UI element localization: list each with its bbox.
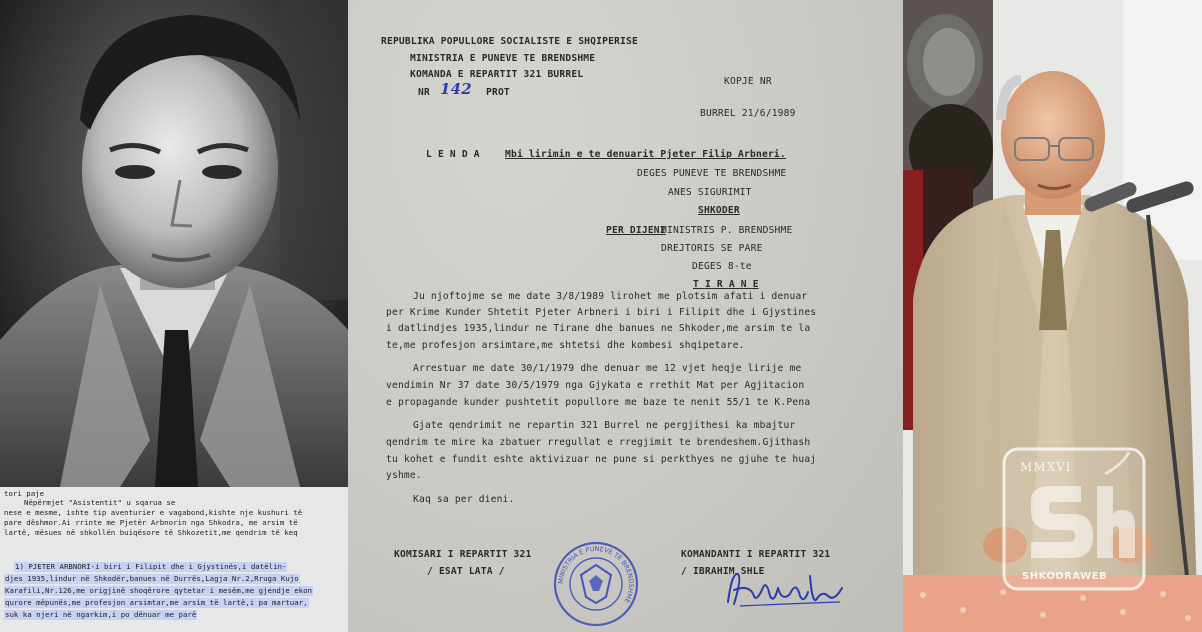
body-line: i datlindjes 1935,lindur ne Tirane dhe banues ne Shkoder,me arsim te la [386, 323, 811, 334]
clipping-line-highlighted: suk ka njeri në ngarkim,i po dënuar me parë [5, 610, 197, 619]
clipping-line: lartë, mësues në shkollën buiqësore të Shkozetit,me qendrim të keq [4, 528, 298, 537]
watermark-year: MMXVI [1020, 460, 1072, 474]
body-line: qendrim te mire ka zbatuer rregullat e rregjimit te brendeshem.Gjithash [386, 437, 811, 448]
header-command: KOMANDA E REPARTIT 321 BURREL [410, 69, 584, 80]
body-line: Gjate qendrimit ne repartin 321 Burrel ne pergjithesi ka mbajtur [413, 420, 796, 431]
cc-line: DEGES 8-te [692, 261, 752, 272]
prot-label: PROT [486, 87, 510, 98]
right-signatory-title: KOMANDANTI I REPARTIT 321 [681, 549, 831, 560]
header-republic: REPUBLIKA POPULLORE SOCIALISTE E SHQIPERISE [381, 36, 638, 47]
body-line: te,me profesjon arsimtare,me shtetsi dhe kombesi shqipetare. [386, 340, 745, 351]
nr-handwritten-value: 142 [440, 80, 472, 98]
recipient-city: SHKODER [698, 205, 740, 216]
cc-line: DREJTORIS SE PARE [661, 243, 763, 254]
clipping-line: nese e mesme, ishte tip aventurier e vagabond,kishte nje kushuri të [4, 508, 303, 517]
document-panel [348, 0, 903, 632]
clipping-line: pare dëshmor.Ai rrinte me Pjetër Arbnorin nga Shkodra, me arsim të [4, 518, 298, 527]
left-signatory-title: KOMISARI I REPARTIT 321 [394, 549, 532, 560]
typed-document-clipping [0, 487, 348, 632]
left-signatory-name: / ESAT LATA / [427, 566, 505, 577]
subject-label: L E N D A [426, 149, 480, 160]
right-signatory-name: / IBRAHIM SHLE [681, 566, 765, 577]
kopje-label: KOPJE NR [724, 76, 772, 87]
left-panel [0, 0, 348, 632]
body-line: per Krime Kunder Shtetit Pjeter Arbneri i biri i Filipit dhe i Gjystines [386, 307, 817, 318]
watermark-brand: SHKODRAWEB [1022, 571, 1108, 582]
body-line: tu kohet e fundit eshte aktivizuar ne pune si perkthyes ne gjuhe te huaj [386, 454, 817, 465]
clipping-line: tori paje [4, 489, 45, 498]
closing-line: Kaq sa per dieni. [413, 494, 515, 505]
stamp-text: MINISTRIA E PUNEVE TE BRENDSHME [556, 544, 636, 605]
recipient-line: ANES SIGURIMIT [668, 187, 752, 198]
clipping-line-highlighted: Karafili,Nr.126,me origjinë shoqërore qytetar i mesëm,me gjendje ekon [5, 586, 313, 595]
per-dijeni-label: PER DIJENI [606, 225, 666, 236]
cc-city: T I R A N E [693, 279, 759, 290]
body-line: e propagande kunder pushtetit popullore me baze te nenit 55/1 te K.Pena [386, 397, 811, 408]
place-date: BURREL 21/6/1989 [700, 108, 796, 119]
nr-label: NR [418, 87, 430, 98]
clipping-line-highlighted: qurore mëpunës,me profesjon arsimtar,me arsim të lartë,i pa martuar, [5, 598, 308, 607]
body-line: vendimin Nr 37 date 30/5/1979 nga Gjykata e rrethit Mat per Agjitacion [386, 380, 805, 391]
black-white-portrait-photo [0, 0, 348, 487]
clipping-line-highlighted: djes 1935,lindur në Shkodër,banues në Durrës,Lagja Nr.2,Rruga Kujo [5, 574, 299, 583]
clipping-line: Nëpërmjet "Asistentit" u sqarua se [24, 498, 176, 507]
official-stamp-icon [553, 541, 639, 627]
subject-text: Mbi lirimin e te denuarit Pjeter Filip Arbneri. [505, 149, 786, 160]
body-line: yshme. [386, 470, 422, 481]
clipping-line-highlighted: 1) PJETER ARBNORI-i biri i Filipit dhe i Gjystinës,i datëlin- [15, 562, 287, 571]
body-line: Arrestuar me date 30/1/1979 dhe denuar me 12 vjet heqje lirije me [413, 363, 802, 374]
body-line: Ju njoftojme se me date 3/8/1989 lirohet me plotsim afati i denuar [413, 291, 808, 302]
header-ministry: MINISTRIA E PUNEVE TE BRENDSHME [410, 53, 596, 64]
handwritten-signature [720, 566, 850, 610]
cc-line: MINISTRIS P. BRENDSHME [661, 225, 793, 236]
recipient-line: DEGES PUNEVE TE BRENDSHME [637, 168, 787, 179]
